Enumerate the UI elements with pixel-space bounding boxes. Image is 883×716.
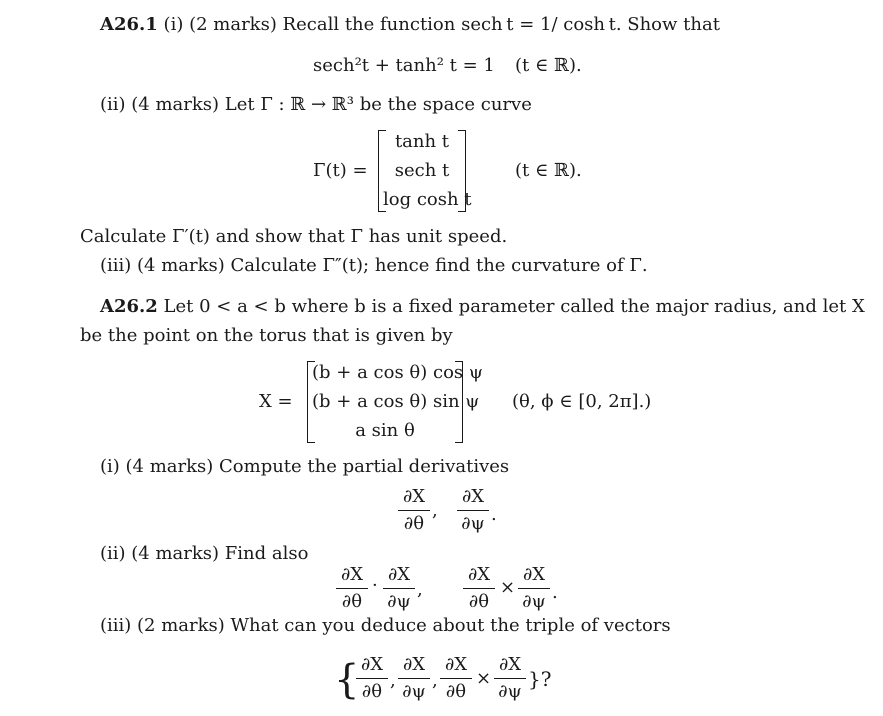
sech-tanh-identity: sech²t + tanh² t = 1 [313, 55, 495, 76]
partial-x-psi [457, 486, 489, 535]
open-brace: { [334, 657, 360, 703]
part-ii-text: (ii) (4 marks) Let Γ : ℝ → ℝ³ be the space curve [100, 94, 532, 115]
fraction-numerator: ∂X [467, 564, 491, 585]
calculate-gamma-prime: Calculate Γ′(t) and show that Γ has unit speed. [80, 226, 508, 247]
part-i-text: (i) (2 marks) Recall the function sech t = 1/ cosh t. Show that [163, 14, 720, 35]
x-entry-3: a sin θ [355, 420, 415, 441]
fraction-denominator: ∂θ [341, 591, 363, 612]
fraction-denominator: ∂θ [445, 681, 467, 702]
partial-x-psi [398, 654, 430, 703]
fraction-denominator: ∂ψ [461, 513, 485, 534]
x-lhs: X = [259, 391, 293, 412]
problem-a26-2-intro [100, 296, 865, 318]
partial-x-theta [463, 564, 495, 613]
fraction-numerator: ∂X [461, 486, 485, 507]
identity-domain: (t ∈ ℝ). [515, 55, 582, 76]
comma: , [432, 670, 438, 691]
partial-x-theta [356, 654, 388, 703]
comma: , [432, 500, 438, 521]
problem-label: A26.2 [100, 296, 158, 317]
fraction-numerator: ∂X [360, 654, 384, 675]
part-ii-text: (ii) (4 marks) Find also [100, 543, 309, 564]
period: . [491, 504, 497, 525]
fraction-denominator: ∂θ [468, 591, 490, 612]
gamma-entry-2: sech t [394, 160, 450, 181]
fraction-numerator: ∂X [498, 654, 522, 675]
partial-x-psi [518, 564, 550, 613]
part-iii-text: (iii) (4 marks) Calculate Γ″(t); hence find the curvature of Γ. [100, 255, 648, 276]
cross-operator: × [476, 668, 492, 689]
cross-operator: × [500, 577, 516, 598]
x-entry-2: (b + a cos θ) sin ψ [312, 391, 480, 412]
fraction-numerator: ∂X [340, 564, 364, 585]
part-i-text: (i) (4 marks) Compute the partial derivatives [100, 456, 510, 477]
fraction-numerator: ∂X [402, 486, 426, 507]
fraction-numerator: ∂X [387, 564, 411, 585]
fraction-numerator: ∂X [522, 564, 546, 585]
part-iii-text: (iii) (2 marks) What can you deduce about the triple of vectors [100, 615, 671, 636]
fraction-denominator: ∂θ [361, 681, 383, 702]
gamma-entry-3: log cosh t [383, 189, 472, 210]
close-brace-question: }? [528, 667, 552, 691]
intro-line-1: Let 0 < a < b where b is a fixed parameter called the major radius, and let X [163, 296, 865, 317]
period: . [552, 582, 558, 603]
intro-line-2: be the point on the torus that is given by [80, 325, 453, 346]
comma: , [390, 670, 396, 691]
partial-x-theta [336, 564, 368, 613]
partial-x-theta [398, 486, 430, 535]
partial-x-psi [383, 564, 415, 613]
partial-x-psi [494, 654, 526, 703]
fraction-denominator: ∂ψ [387, 591, 411, 612]
gamma-lhs: Γ(t) = [313, 160, 368, 181]
problem-a26-1-part-i [100, 14, 720, 36]
dot-operator: · [372, 575, 378, 596]
gamma-entry-1: tanh t [394, 131, 450, 152]
fraction-denominator: ∂θ [403, 513, 425, 534]
problem-label: A26.1 [100, 14, 158, 35]
comma: , [417, 579, 423, 600]
x-domain: (θ, ϕ ∈ [0, 2π].) [512, 391, 652, 412]
fraction-numerator: ∂X [444, 654, 468, 675]
fraction-denominator: ∂ψ [498, 681, 522, 702]
gamma-domain: (t ∈ ℝ). [515, 160, 582, 181]
fraction-numerator: ∂X [402, 654, 426, 675]
fraction-denominator: ∂ψ [402, 681, 426, 702]
fraction-denominator: ∂ψ [522, 591, 546, 612]
x-entry-1: (b + a cos θ) cos ψ [312, 362, 483, 383]
partial-x-theta [440, 654, 472, 703]
